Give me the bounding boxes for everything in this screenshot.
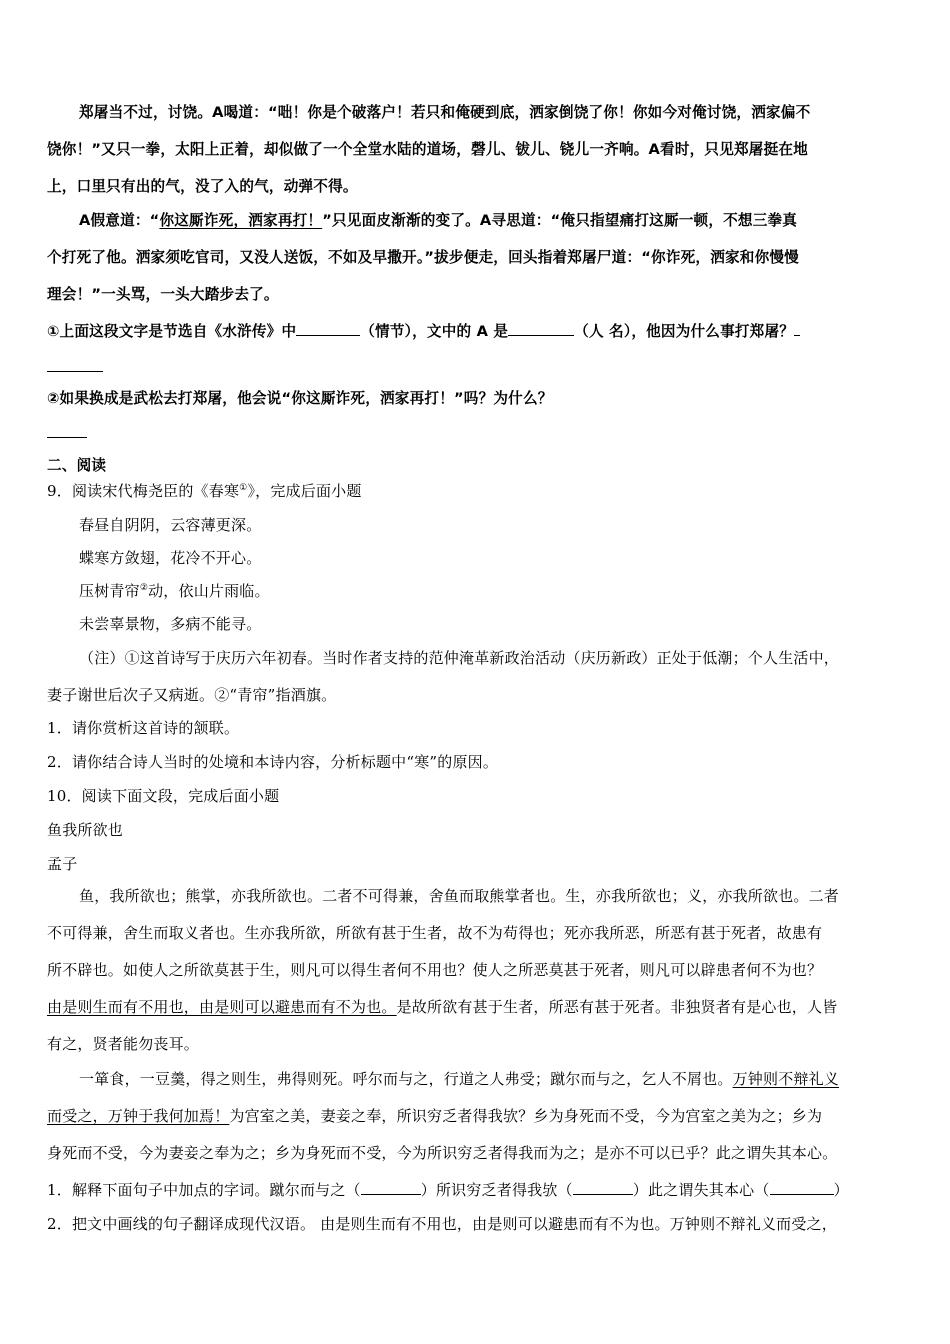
footnote-mark: ② xyxy=(139,583,149,593)
poem-line-4: 未尝辜景物，多病不能寻。 xyxy=(79,615,262,633)
poem-note-line-2: 妻子谢世后次子又病逝。②“青帘”指酒旗。 xyxy=(47,686,337,704)
answer-blank-de[interactable] xyxy=(573,1178,633,1195)
question-text: ） xyxy=(833,1181,849,1199)
question-10-1 xyxy=(47,1178,907,1200)
text-segment: 是故所欲有甚于生者，所恶有甚于死者。非独贤者有是心也，人皆 xyxy=(396,998,838,1016)
para1-line-5: 有之，贤者能勿丧耳。 xyxy=(47,1035,200,1053)
text-title: 鱼我所欲也 xyxy=(47,821,124,839)
passage1-line-1: 郑屠当不过，讨饶。A喝道：“咄！你是个破落户！若只和俺硬到底，洒家倒饶了你！你如今对俺讨饶，洒家偏不 xyxy=(79,104,811,121)
para1-line-3: 所不辟也。如使人之所欲莫甚于生，则凡可以得生者何不用也？使人之所恶莫甚于死者，则凡可以辟患者何不为也？ xyxy=(47,961,823,979)
passage1-line-6: 理会！”一头骂，一头大踏步去了。 xyxy=(47,286,279,303)
question-text: ）此之谓失其本心（ xyxy=(632,1181,770,1199)
answer-blank-cu[interactable] xyxy=(361,1178,421,1195)
underlined-sentence: 由是则生而有不用也，由是则可以避患而有不为也。 xyxy=(47,998,397,1016)
para1-line-2: 不可得兼，舍生而取义者也。生亦我所欲，所欲有甚于生者，故不为苟得也；死亦我所恶，所恶有甚于死者，故患有 xyxy=(47,924,823,942)
answer-blank-plot[interactable] xyxy=(296,319,360,336)
text-segment: 9．阅读宋代梅尧臣的《春寒 xyxy=(47,482,240,500)
text-segment: 压树青帘 xyxy=(79,582,140,600)
answer-blank-reason-start[interactable] xyxy=(794,319,800,336)
question-10-2: 2．把文中画线的句子翻译成现代汉语。 由是则生而有不用也，由是则可以避患而有不为也。万钟则不辩礼义而受之， xyxy=(47,1215,837,1233)
poem-note-line-1: （注）①这首诗写于庆历六年初春。当时作者支持的范仲淹革新政治活动（庆历新政）正处于低潮；个人生活中， xyxy=(79,649,840,667)
passage1-line-4 xyxy=(79,211,939,231)
question-10-title: 10．阅读下面文段，完成后面小题 xyxy=(47,787,280,805)
poem-line-1: 春昼自阴阴，云容薄更深。 xyxy=(79,516,262,534)
text-segment: 》，完成后面小题 xyxy=(247,482,362,500)
answer-blank-name[interactable] xyxy=(508,319,574,336)
question-9-2: 2．请你结合诗人当时的处境和本诗内容，分析标题中“寒”的原因。 xyxy=(47,753,499,771)
passage1-line-3: 上，口里只有出的气，没了入的气，动弹不得。 xyxy=(47,178,358,195)
question-9-1: 1．请你赏析这首诗的颔联。 xyxy=(47,719,240,737)
text-segment: 为宫室之美，妻妾之奉，所识穷乏者得我欤？乡为身死而不受，今为宫室之美为之；乡为 xyxy=(229,1107,823,1125)
underlined-quote: 你这厮诈死，洒家再打！ xyxy=(159,212,323,229)
question-text: ）所识穷乏者得我欤（ xyxy=(420,1181,573,1199)
question-1-line xyxy=(47,319,907,342)
section-heading: 二、阅读 xyxy=(47,457,107,474)
para1-line-1: 鱼，我所欲也；熊掌，亦我所欲也。二者不可得兼，舍鱼而取熊掌者也。生，亦我所欲也；义，亦我所欲也。二者 xyxy=(79,887,840,905)
passage1-line-2: 饶你！”又只一拳，太阳上正着，却似做了一个全堂水陆的道场，磬儿、钹儿、铙儿一齐响。A看时，只见郑屠挺在地 xyxy=(47,141,808,158)
question-text: （情节），文中的 A 是 xyxy=(360,323,509,340)
poem-line-3 xyxy=(79,581,939,601)
poem-line-2: 蝶寒方敛翅，花冷不开心。 xyxy=(79,549,262,567)
question-9-title xyxy=(47,481,907,501)
para2-line-3: 身死而不受，今为妻妾之奉为之；乡为身死而不受，今为所识穷乏者得我而为之；是亦不可以已乎？此之谓失其本心。 xyxy=(47,1144,838,1162)
underlined-sentence: 万钟则不辩礼义 xyxy=(732,1070,840,1088)
text-segment: A假意道：“ xyxy=(79,212,160,229)
question-text: 1．解释下面句子中加点的字词。蹴尔而与之（ xyxy=(47,1181,361,1199)
answer-line-wusong[interactable] xyxy=(47,437,87,438)
question-text: ①上面这段文字是节选自《水浒传》中 xyxy=(47,323,297,340)
text-segment: 动，依山片雨临。 xyxy=(148,582,270,600)
para2-line-1 xyxy=(79,1069,939,1089)
answer-line-reason[interactable] xyxy=(47,371,103,372)
text-segment: ”只见面皮渐渐的变了。A寻思道：“俺只指望痛打这厮一顿，不想三拳真 xyxy=(322,212,798,229)
question-2-line: ②如果换成是武松去打郑屠，他会说“你这厮诈死，洒家再打！”吗？为什么？ xyxy=(47,390,553,407)
answer-blank-benxin[interactable] xyxy=(770,1178,834,1195)
passage1-line-5: 个打死了他。洒家须吃官司，又没人送饭，不如及早撒开。”拔步便走，回头指着郑屠尸道：“你诈死，洒家和你慢慢 xyxy=(47,249,799,266)
text-segment: 一箪食，一豆羹，得之则生，弗得则死。呼尔而与之，行道之人弗受；蹴尔而与之，乞人不屑也。 xyxy=(79,1070,733,1088)
underlined-sentence: 而受之，万钟于我何加焉！ xyxy=(47,1107,230,1125)
text-author: 孟子 xyxy=(47,855,78,873)
para1-line-4 xyxy=(47,997,907,1017)
question-text: （人 名），他因为什么事打郑屠？ xyxy=(574,323,795,340)
footnote-mark: ① xyxy=(239,483,248,493)
para2-line-2 xyxy=(47,1106,907,1126)
